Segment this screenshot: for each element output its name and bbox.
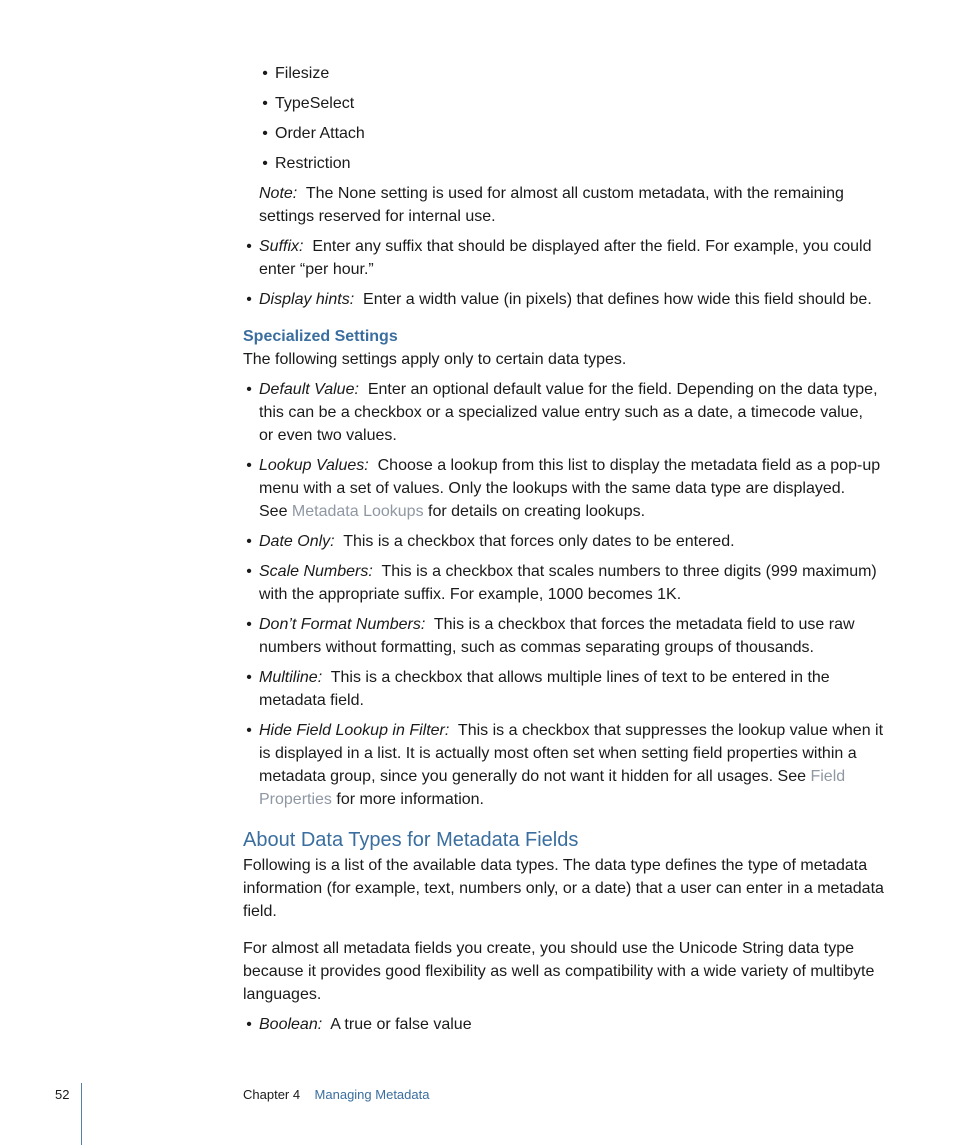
item-text: This is a checkbox that forces only dates to be entered. <box>343 533 735 550</box>
item-text: for details on creating lookups. <box>428 503 646 520</box>
item-text: is displayed in a list. It is actually most often set when setting field properties within a <box>259 745 857 762</box>
term-label: Boolean: <box>259 1016 323 1033</box>
list-item <box>259 1013 889 1036</box>
item-text: menu with a set of values. Only the lookups with the same data type are displayed. <box>259 480 846 497</box>
paragraph-text: because it provides good flexibility as well as compatibility with a wide variety of multibyte <box>243 963 875 980</box>
chapter-title: Managing Metadata <box>314 1087 430 1102</box>
footer-rule <box>81 1083 82 1145</box>
item-text: for more information. <box>336 791 484 808</box>
list-item: TypeSelect <box>275 95 355 112</box>
list-item: Order Attach <box>275 125 365 142</box>
bullet-glyph: • <box>246 563 252 580</box>
bullet-glyph: • <box>246 669 252 686</box>
item-text: This is a checkbox that allows multiple lines of text to be entered in the <box>330 669 830 686</box>
bullet-glyph: • <box>246 381 252 398</box>
bullet-glyph: • <box>262 95 268 112</box>
field-properties-link[interactable]: Field <box>810 768 846 785</box>
list-item <box>259 530 889 553</box>
bullet-glyph: • <box>262 125 268 142</box>
item-text: numbers without formatting, such as commas separating groups of thousands. <box>259 639 814 656</box>
paragraph-text: languages. <box>243 986 322 1003</box>
item-text: A true or false value <box>330 1016 472 1033</box>
list-item: Restriction <box>275 155 351 172</box>
item-text: metadata group, since you generally do not want it hidden for all usages. See <box>259 768 807 785</box>
list-item <box>259 719 899 811</box>
section-heading: About Data Types for Metadata Fields <box>243 829 579 851</box>
bullet-glyph: • <box>262 65 268 82</box>
term-label: Scale Numbers: <box>259 563 373 580</box>
page-number: 52 <box>55 1087 70 1102</box>
item-text: See <box>259 503 288 520</box>
list-item <box>259 666 889 712</box>
term-label: Date Only: <box>259 533 335 550</box>
item-text: with the appropriate suffix. For example, 1000 becomes 1K. <box>259 586 682 603</box>
item-text: Enter a width value (in pixels) that defines how wide this field should be. <box>363 291 872 308</box>
bullet-glyph: • <box>246 616 252 633</box>
footer-chapter <box>243 1085 429 1105</box>
paragraph-text: information (for example, text, numbers only, or a date) that a user can enter in a metadata <box>243 880 884 897</box>
term-label: Don’t Format Numbers: <box>259 616 426 633</box>
field-properties-link[interactable]: Properties <box>259 791 332 808</box>
item-text: Enter an optional default value for the field. Depending on the data type, <box>367 381 878 398</box>
term-label: Lookup Values: <box>259 457 369 474</box>
about-paragraph-1 <box>243 854 893 923</box>
list-item <box>259 288 889 311</box>
list-item <box>259 613 889 659</box>
term-label: Hide Field Lookup in Filter: <box>259 722 450 739</box>
bullet-glyph: • <box>246 291 252 308</box>
note-paragraph <box>259 182 879 228</box>
item-text: or even two values. <box>259 427 397 444</box>
metadata-lookups-link[interactable]: Metadata Lookups <box>291 503 424 520</box>
section-subheading: Specialized Settings <box>243 328 398 345</box>
item-text: Choose a lookup from this list to display the metadata field as a pop-up <box>377 457 881 474</box>
item-text: metadata field. <box>259 692 364 709</box>
bullet-glyph: • <box>246 457 252 474</box>
chapter-label: Chapter 4 <box>243 1087 301 1102</box>
item-text: this can be a checkbox or a specialized value entry such as a date, a timecode value, <box>259 404 863 421</box>
item-text: This is a checkbox that suppresses the lookup value when it <box>457 722 884 739</box>
paragraph-text: For almost all metadata fields you create, you should use the Unicode String data type <box>243 940 855 957</box>
list-item <box>259 378 889 447</box>
term-label: Default Value: <box>259 381 359 398</box>
term-label: Display hints: <box>259 291 355 308</box>
note-label: Note: <box>259 185 298 202</box>
about-paragraph-2 <box>243 937 893 1006</box>
list-item <box>259 560 889 606</box>
list-item: Filesize <box>275 65 330 82</box>
item-text: This is a checkbox that scales numbers to three digits (999 maximum) <box>381 563 877 580</box>
item-text: enter “per hour.” <box>259 261 374 278</box>
bullet-glyph: • <box>246 533 252 550</box>
term-label: Suffix: <box>259 238 304 255</box>
term-label: Multiline: <box>259 669 323 686</box>
paragraph-text: field. <box>243 903 277 920</box>
list-item <box>259 454 889 523</box>
item-text: This is a checkbox that forces the metadata field to use raw <box>433 616 855 633</box>
note-text: settings reserved for internal use. <box>259 208 496 225</box>
bullet-glyph: • <box>262 155 268 172</box>
paragraph-text: Following is a list of the available data types. The data type defines the type of metadata <box>243 857 868 874</box>
section-intro: The following settings apply only to certain data types. <box>243 351 627 368</box>
bullet-glyph: • <box>246 722 252 739</box>
item-text: Enter any suffix that should be displayed after the field. For example, you could <box>312 238 872 255</box>
bullet-glyph: • <box>246 238 252 255</box>
note-text: The None setting is used for almost all custom metadata, with the remaining <box>305 185 844 202</box>
bullet-glyph: • <box>246 1016 252 1033</box>
list-item <box>259 235 889 281</box>
